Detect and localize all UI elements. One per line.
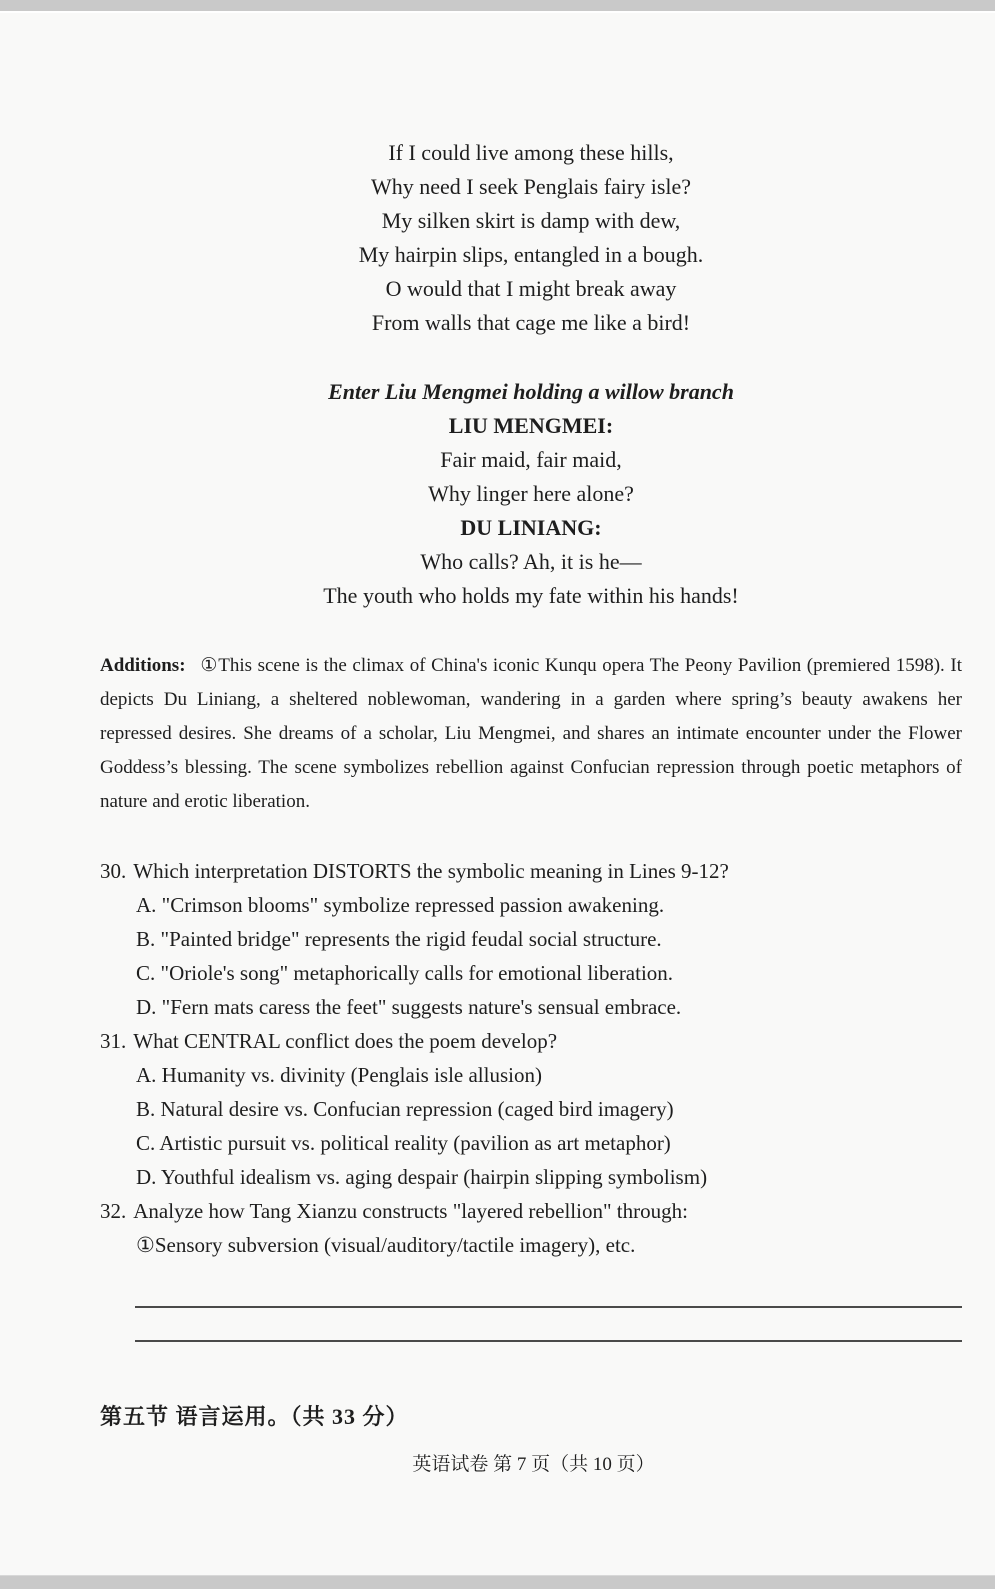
question-text: Which interpretation DISTORTS the symbolic meaning in Lines 9-12? <box>133 859 729 883</box>
poem-line: My hairpin slips, entangled in a bough. <box>358 242 704 267</box>
question-31 <box>100 1024 962 1194</box>
option-d: D. "Fern mats caress the feet" suggests nature's sensual embrace. <box>136 995 682 1019</box>
poem-line: My silken skirt is damp with dew, <box>381 208 681 233</box>
answer-blank-line <box>135 1340 962 1342</box>
question-text: Analyze how Tang Xianzu constructs "layered rebellion" through: <box>133 1199 688 1223</box>
option-c: C. Artistic pursuit vs. political reality (pavilion as art metaphor) <box>136 1131 671 1155</box>
speaker-du-liniang: DU LINIANG: <box>460 515 602 540</box>
option-a: A. Humanity vs. divinity (Penglais isle allusion) <box>136 1063 542 1087</box>
page-content <box>100 0 962 1434</box>
dialogue-line: The youth who holds my fate within his hands! <box>323 583 739 608</box>
stage-direction: Enter Liu Mengmei holding a willow branch <box>328 379 734 404</box>
play-excerpt <box>100 375 962 613</box>
question-text: What CENTRAL conflict does the poem develop? <box>133 1029 558 1053</box>
question-stem <box>100 1194 962 1228</box>
poem-line: O would that I might break away <box>385 276 677 301</box>
question-number: 31. <box>100 1029 127 1053</box>
answer-blank-line <box>135 1306 962 1308</box>
questions-block <box>100 854 962 1262</box>
dialogue-line: Who calls? Ah, it is he— <box>420 549 642 574</box>
answer-area <box>100 1306 962 1342</box>
additions-label: Additions: <box>100 655 186 676</box>
question-subitem: ①Sensory subversion (visual/auditory/tactile imagery), etc. <box>136 1233 636 1257</box>
option-a: A. "Crimson blooms" symbolize repressed passion awakening. <box>136 893 665 917</box>
dialogue-line: Why linger here alone? <box>428 481 634 506</box>
page-footer: 英语试卷 第 7 页（共 10 页） <box>412 1454 655 1475</box>
poem-line: From walls that cage me like a bird! <box>371 310 691 335</box>
additions-text: ①This scene is the climax of China's iconic Kunqu opera The Peony Pavilion (premiered 1598). It depicts Du Liniang, a sheltered noblewoman, wandering in a garden where spring’s beauty awakens her repressed desires. She dreams of a scholar, Liu Mengmei, and shares an intimate encounter under the Flower Goddess’s blessing. The scene symbolizes rebellion against Confucian repression through poetic metaphors of nature and erotic liberation. <box>100 655 962 812</box>
dialogue-line: Fair maid, fair maid, <box>440 447 622 472</box>
option-b: B. "Painted bridge" represents the rigid feudal social structure. <box>136 927 662 951</box>
question-number: 32. <box>100 1199 127 1223</box>
poem-block <box>100 0 962 340</box>
question-30 <box>100 854 962 1024</box>
additions-paragraph <box>100 649 962 819</box>
option-d: D. Youthful idealism vs. aging despair (hairpin slipping symbolism) <box>136 1165 708 1189</box>
question-stem <box>100 854 962 888</box>
scan-edge-bottom <box>0 1575 995 1589</box>
speaker-liu-mengmei: LIU MENGMEI: <box>448 413 614 438</box>
question-stem <box>100 1024 962 1058</box>
poem-line: If I could live among these hills, <box>388 140 674 165</box>
question-32 <box>100 1194 962 1262</box>
option-b: B. Natural desire vs. Confucian repression (caged bird imagery) <box>136 1097 674 1121</box>
option-c: C. "Oriole's song" metaphorically calls for emotional liberation. <box>136 961 674 985</box>
section-header: 第五节 语言运用。（共 33 分） <box>100 1404 409 1429</box>
poem-line: Why need I seek Penglais fairy isle? <box>370 174 692 199</box>
question-number: 30. <box>100 859 127 883</box>
